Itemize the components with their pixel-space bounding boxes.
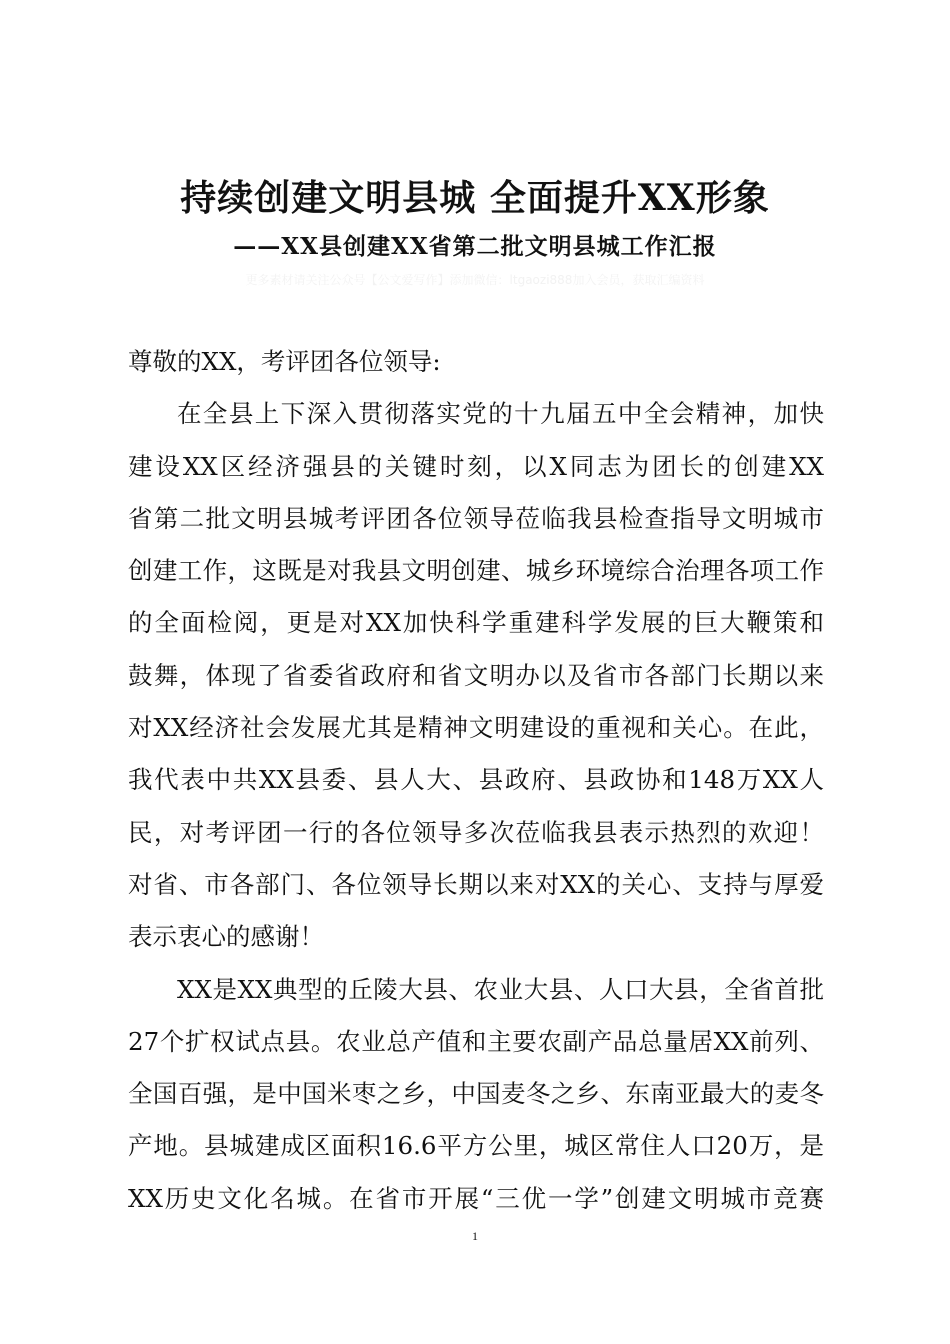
document-subtitle: ——XX县创建XX省第二批文明县城工作汇报 xyxy=(233,233,717,260)
text-line: XX是XX典型的丘陵大县、农业大县、人口大县，全省首批 xyxy=(177,974,824,1004)
text-line: 民，对考评团一行的各位领导多次莅临我县表示热烈的欢迎！ xyxy=(128,817,824,847)
paragraph-1 xyxy=(128,388,824,963)
document-title: 持续创建文明县城 全面提升XX形象 xyxy=(180,177,770,219)
text-line: 创建工作，这既是对我县文明创建、城乡环境综合治理各项工作 xyxy=(128,556,824,586)
page-number: 1 xyxy=(472,1229,478,1243)
text-line: 27个扩权试点县。农业总产值和主要农副产品总量居XX前列、 xyxy=(128,1026,824,1056)
text-line: 我代表中共XX县委、县人大、县政府、县政协和148万XX人 xyxy=(128,765,824,795)
text-line: 省第二批文明县城考评团各位领导莅临我县检查指导文明城市 xyxy=(128,503,824,533)
watermark-note: 更多素材请关注公众号【公文爱写作】添加微信：ltgaozi888加入会员，获取汇编资料 xyxy=(245,273,705,287)
text-line: XX历史文化名城。在省市开展“三优一学”创建文明城市竞赛 xyxy=(128,1183,824,1213)
text-line: 产地。县城建成区面积16.6平方公里，城区常住人口20万，是 xyxy=(128,1131,824,1161)
document-body xyxy=(128,336,824,1225)
text-line: 建设XX区经济强县的关键时刻，以X同志为团长的创建XX xyxy=(128,451,824,481)
salutation: 尊敬的XX，考评团各位领导: xyxy=(128,347,441,376)
text-line: 的全面检阅，更是对XX加快科学重建科学发展的巨大鞭策和 xyxy=(128,608,824,638)
text-line: 鼓舞，体现了省委省政府和省文明办以及省市各部门长期以来 xyxy=(128,660,824,690)
text-line: 全国百强，是中国米枣之乡，中国麦冬之乡、东南亚最大的麦冬 xyxy=(128,1079,824,1109)
text-line: 表示衷心的感谢！ xyxy=(128,922,324,952)
text-line: 对XX经济社会发展尤其是精神文明建设的重视和关心。在此， xyxy=(128,713,824,743)
text-line: 对省、市各部门、各位领导长期以来对XX的关心、支持与厚爱 xyxy=(128,869,824,899)
text-line: 在全县上下深入贯彻落实党的十九届五中全会精神，加快 xyxy=(177,399,824,429)
paragraph-2 xyxy=(128,964,824,1225)
